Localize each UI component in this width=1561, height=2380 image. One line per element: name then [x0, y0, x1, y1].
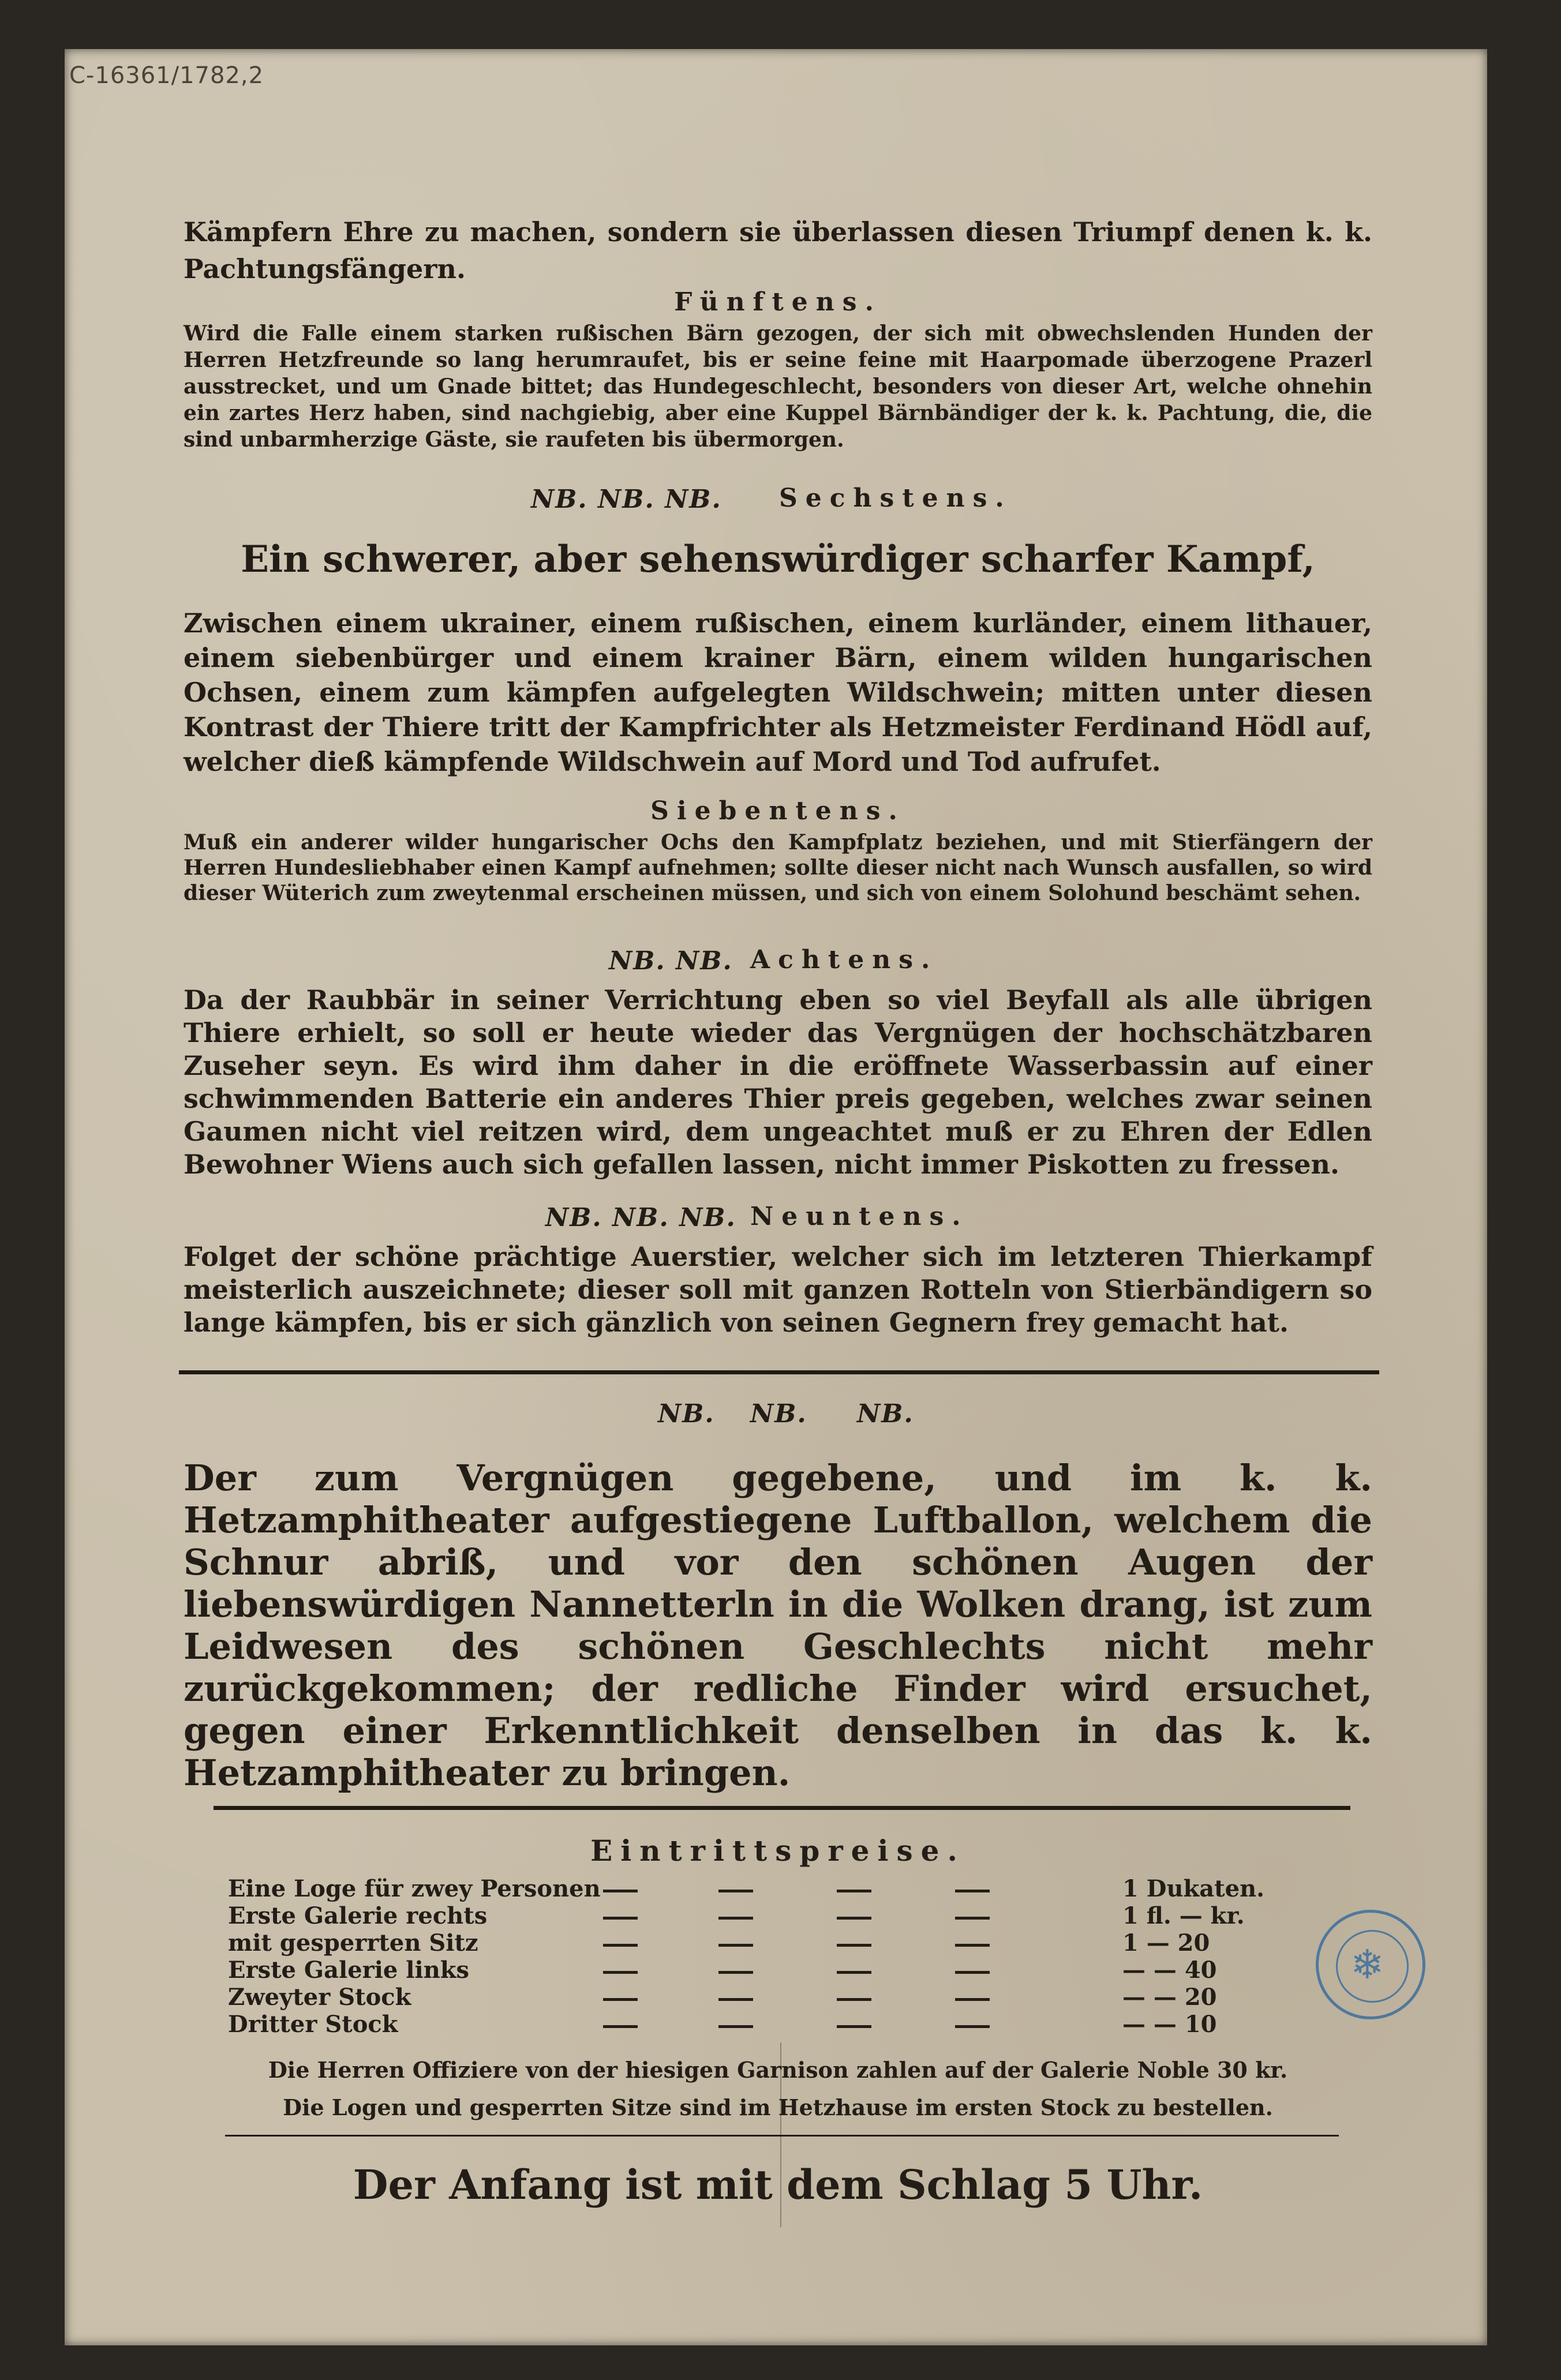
- leader-dash: [603, 1890, 638, 1892]
- leader-dash: [837, 1944, 871, 1947]
- nb-achtens: NB. NB.: [609, 946, 733, 976]
- leader-dash: [837, 1971, 871, 1974]
- leader-dash: [718, 1890, 753, 1892]
- price-row: [228, 1984, 1324, 2012]
- eagle-icon: ❄: [1350, 1941, 1384, 1988]
- section-sechstens-text: Zwischen einem ukrainer, einem rußischen, einem kurländer, einem lithauer, einem siebenbürger und einem krainer Bärn, einem wilden hungarischen Ochsen, einem zum kämpfen aufgelegten Wildschwein; mitten unter diesen Kontrast der Thiere tritt der Kampfrichter als Hetzmeister Ferdinand Hödl auf, welcher dieß kämpfende Wildschwein auf Mord und Tod aufrufet.: [184, 608, 1372, 777]
- heading-siebentens: Siebentens.: [650, 796, 905, 826]
- prices-title: Eintrittspreise.: [590, 1834, 965, 1868]
- section-neuntens-text: Folget der schöne prächtige Auerstier, welcher sich im letzteren Thierkampf meisterlich auszeichnete; dieser soll mit ganzen Rotteln von Stierbändigern so lange kämpfen, bis er sich gänzlich von seinen Gegnern frey gemacht hat.: [184, 1241, 1372, 1338]
- intro-text: Kämpfern Ehre zu machen, sondern sie überlassen diesen Triumpf denen k. k. Pachtungsfängern.: [184, 216, 1372, 284]
- price-label: mit gesperrten Sitz: [228, 1929, 478, 1957]
- leader-dash: [955, 1917, 990, 1920]
- leader-dash: [718, 1998, 753, 2001]
- subheading-sechstens: Ein schwerer, aber sehenswürdiger scharfer Kampf,: [241, 538, 1315, 581]
- price-value: — — 40: [1122, 1957, 1217, 1984]
- price-label: Zweyter Stock: [228, 1984, 411, 2011]
- divider-rule-3: [225, 2135, 1339, 2137]
- notice-nb-3: NB.: [857, 1399, 914, 1429]
- leader-dash: [955, 2025, 990, 2028]
- leader-dash: [603, 1917, 638, 1920]
- notice-text: Der zum Vergnügen gegebene, und im k. k. Hetzamphitheater aufgestiegene Luftballon, welchem die Schnur abriß, und vor den schönen Augen der liebenswürdigen Nannetterln in die Wolken drang, ist zum Leidwesen des schönen Geschlechts nicht mehr zurückgekommen; der redliche Finder wird ersuchet, gegen einer Erkenntlichkeit denselben in das k. k. Hetzamphitheater zu bringen.: [184, 1457, 1372, 1794]
- price-label: Dritter Stock: [228, 2011, 398, 2038]
- leader-dash: [837, 1998, 871, 2001]
- archive-stamp-eagle-icon: [1316, 1910, 1425, 2019]
- note-officers: Die Herren Offiziere von der hiesigen Garnison zahlen auf der Galerie Noble 30 kr.: [268, 2057, 1288, 2083]
- heading-neuntens: Neuntens.: [750, 1202, 969, 1231]
- price-row: [228, 1875, 1324, 1904]
- price-label: Erste Galerie links: [228, 1957, 470, 1984]
- leader-dash: [837, 1890, 871, 1892]
- leader-dash: [955, 1890, 990, 1892]
- note-booking: Die Logen und gesperrten Sitze sind im Hetzhause im ersten Stock zu bestellen.: [283, 2094, 1273, 2120]
- leader-dash: [603, 2025, 638, 2028]
- price-row: [228, 1902, 1324, 1931]
- price-value: — — 20: [1122, 1984, 1217, 2011]
- start-time: Der Anfang ist mit dem Schlag 5 Uhr.: [353, 2161, 1203, 2209]
- price-label: Erste Galerie rechts: [228, 1902, 488, 1929]
- price-label: Eine Loge für zwey Personen: [228, 1875, 601, 1902]
- section-fuenftens-text: Wird die Falle einem starken rußischen Bärn gezogen, der sich mit obwechslenden Hunden der Herren Hetzfreunde so lang herumraufet, bis er seine feine mit Haarpomade überzogene Prazerl ausstrecket, und um Gnade bittet; das Hundegeschlecht, besonders von dieser Art, welche ohnehin ein zartes Herz haben, sind nachgiebig, aber eine Kuppel Bärnbändiger der k. k. Pachtung, die, die sind unbarmherzige Gäste, sie raufeten bis übermorgen.: [184, 321, 1372, 452]
- price-value: 1 — 20: [1122, 1929, 1210, 1957]
- leader-dash: [955, 1944, 990, 1947]
- leader-dash: [603, 1944, 638, 1947]
- divider-rule-2: [214, 1806, 1350, 1810]
- leader-dash: [955, 1998, 990, 2001]
- price-row: [228, 2011, 1324, 2040]
- price-value: — — 10: [1122, 2011, 1217, 2038]
- leader-dash: [718, 2025, 753, 2028]
- leader-dash: [955, 1971, 990, 1974]
- heading-achtens: Achtens.: [750, 945, 938, 975]
- leader-dash: [837, 1917, 871, 1920]
- divider-rule: [179, 1370, 1379, 1374]
- leader-dash: [718, 1917, 753, 1920]
- price-value: 1 fl. — kr.: [1122, 1902, 1245, 1929]
- section-siebentens-text: Muß ein anderer wilder hungarischer Ochs den Kampfplatz beziehen, und mit Stierfängern der Herren Hundesliebhaber einen Kampf aufnehmen; sollte dieser nicht nach Wunsch ausfallen, so wird dieser Wüterich zum zweytenmal erscheinen müssen, und sich von einem Solohund beschämt sehen.: [184, 830, 1372, 905]
- leader-dash: [718, 1971, 753, 1974]
- notice-nb-2: NB.: [750, 1399, 807, 1429]
- price-value: 1 Dukaten.: [1122, 1875, 1265, 1902]
- leader-dash: [603, 1971, 638, 1974]
- paper-fold-line: [780, 2042, 781, 2227]
- nb-sechstens: NB. NB. NB.: [531, 485, 722, 514]
- leader-dash: [837, 2025, 871, 2028]
- heading-fuenftens: Fünftens.: [674, 287, 882, 317]
- notice-nb-1: NB.: [658, 1399, 715, 1429]
- price-row: [228, 1929, 1324, 1958]
- section-achtens-text: Da der Raubbär in seiner Verrichtung eben so viel Beyfall als alle übrigen Thiere erhielt, so soll er heute wieder das Vergnügen der hochschätzbaren Zuseher seyn. Es wird ihm daher in die eröffnete Wasserbassin auf einer schwimmenden Batterie ein anderes Thier preis gegeben, welches zwar seinen Gaumen nicht viel reitzen wird, dem ungeachtet muß er zu Ehren der Edlen Bewohner Wiens auch sich gefallen lassen, nicht immer Piskotten zu fressen.: [184, 984, 1372, 1180]
- nb-neuntens: NB. NB. NB.: [545, 1203, 736, 1232]
- price-row: [228, 1957, 1324, 1985]
- leader-dash: [718, 1944, 753, 1947]
- heading-sechstens: Sechstens.: [779, 484, 1012, 513]
- archive-number: C-16361/1782,2: [69, 62, 264, 89]
- leader-dash: [603, 1998, 638, 2001]
